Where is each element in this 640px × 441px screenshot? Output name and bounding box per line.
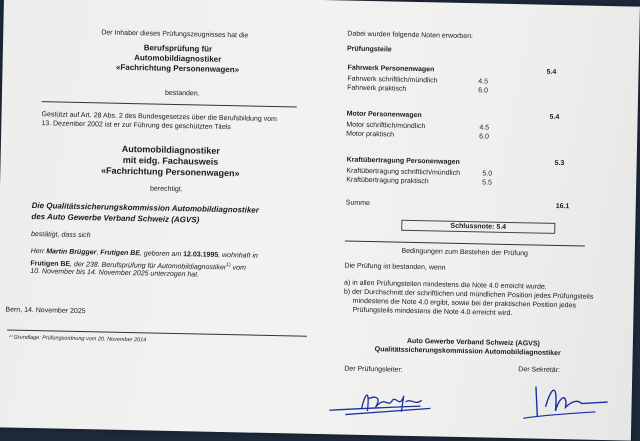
group-title-kraftuebertragung: Kraftübertragung Personenwagen — [346, 156, 460, 166]
person-born-label: , geboren am — [139, 250, 184, 259]
protected-title-2: mit eidg. Fachausweis — [122, 154, 219, 167]
row-grade: 6.0 — [478, 87, 488, 95]
group-total-kraftuebertragung: 5.3 — [554, 159, 565, 168]
person-birthdate: 12.03.1995 — [183, 251, 219, 259]
exam-from-text: vom — [230, 264, 246, 272]
protected-title-3: «Fachrichtung Personenwagen» — [100, 165, 240, 179]
bestanden-text: bestanden. — [164, 89, 200, 98]
exam-title-2: Automobildiagnostiker — [134, 53, 222, 64]
person-sep: , — [96, 249, 101, 257]
condition-a: a) in allen Prüfungsteilen mindestens die Note 4.0 erreicht wurde. — [344, 279, 547, 291]
row-label: Kraftübertragung praktisch — [346, 176, 429, 186]
person-salutation: Herr — [30, 247, 47, 256]
person-resides-label: , wohnhaft in — [218, 251, 258, 260]
sum-label: Summe — [345, 199, 370, 208]
person-name: Martin Brügger — [46, 248, 97, 257]
legal-text-2: 13. Dezember 2002 ist er zur Führung des geschützten Titels — [41, 120, 231, 132]
person-residence: Frutigen BE — [30, 260, 71, 269]
row-label: Fahrwerk praktisch — [347, 84, 407, 93]
condition-b-line-1: b) der Durchschnitt der schriftlichen und mündlichen Position jedes Prüfungsteils — [343, 288, 594, 301]
row-label: Kraftübertragung schriftlich/mündlich — [346, 167, 461, 177]
person-line-3: 10. November bis 14. November 2025 unterzogen hat. — [30, 267, 200, 279]
sum-value: 16.1 — [555, 202, 570, 211]
group-total-motor: 5.4 — [549, 113, 560, 121]
condition-b-line-3: Prüfungsteils mindestens die Note 4.0 erreicht wird. — [352, 306, 513, 318]
org-commission: Qualitätssicherungskommission Automobildiagnostiker — [374, 346, 561, 358]
row-label: Motor praktisch — [346, 130, 395, 139]
commission-line-2: des Auto Gewerbe Verband Schweiz (AGVS) — [31, 211, 200, 225]
exam-title-3: «Fachrichtung Personenwagen» — [115, 62, 240, 75]
final-grade-box: Schlussnote: 5.4 — [401, 220, 555, 234]
row-grade: 5.5 — [482, 179, 493, 187]
grades-intro: Dabei wurden folgende Noten erworben: — [347, 30, 474, 41]
berechtigt-text: berechtigt. — [149, 185, 183, 194]
footnote-text: ¹⁾ Grundlage: Prüfungsordnung vom 20. November 2014 — [8, 334, 147, 344]
signature-left-label: Der Prüfungsleiter: — [344, 365, 403, 374]
intro-text: Der Inhaber dieses Prüfungszeugnisses hat die — [101, 29, 249, 40]
signature-right-image — [515, 374, 616, 426]
group-title-motor: Motor Personenwagen — [346, 110, 422, 120]
place-date: Bern, 14. November 2025 — [5, 306, 86, 316]
protected-title-1: Automobildiagnostiker — [121, 143, 220, 156]
confirms-text: bestätigt, dass sich — [30, 230, 91, 240]
exam-number-text: , der 238. Berufsprüfung für Automobildiagnostiker — [70, 261, 227, 272]
row-grade: 6.0 — [479, 133, 489, 141]
exam-parts-heading: Prüfungsteile — [346, 45, 392, 54]
signature-right-label: Der Sekretär: — [518, 366, 560, 375]
row-grade: 4.5 — [478, 78, 489, 86]
footnote-mark: 1) — [226, 262, 231, 269]
signature-left-image — [325, 380, 446, 423]
group-total-fahrwerk: 5.4 — [546, 68, 557, 76]
conditions-title: Bedingungen zum Bestehen der Prüfung — [401, 247, 529, 258]
row-grade: 4.5 — [479, 124, 490, 132]
row-label: Fahrwerk schriftlich/mündlich — [347, 75, 438, 85]
group-title-fahrwerk: Fahrwerk Personenwagen — [347, 64, 435, 74]
row-grade: 5.0 — [482, 170, 493, 178]
conditions-divider — [345, 241, 585, 247]
commission-line-1: Die Qualitätssicherungskommission Automobildiagnostiker — [31, 200, 259, 215]
condition-b-line-2: mindestens die Note 4.0 ergibt, sowie bei der praktischen Position jedes — [352, 297, 577, 310]
person-origin: Frutigen BE — [100, 249, 141, 258]
divider-line — [42, 101, 297, 107]
conditions-intro: Die Prüfung ist bestanden, wenn — [344, 262, 446, 272]
exam-title-1: Berufsprüfung für — [143, 43, 213, 54]
org-name: Auto Gewerbe Verband Schweiz (AGVS) — [406, 337, 540, 348]
row-label: Motor schriftlich/mündlich — [346, 121, 426, 131]
legal-text-1: Gestützt auf Art. 28 Abs. 2 des Bundesgesetzes über die Berufsbildung vom — [41, 111, 277, 124]
